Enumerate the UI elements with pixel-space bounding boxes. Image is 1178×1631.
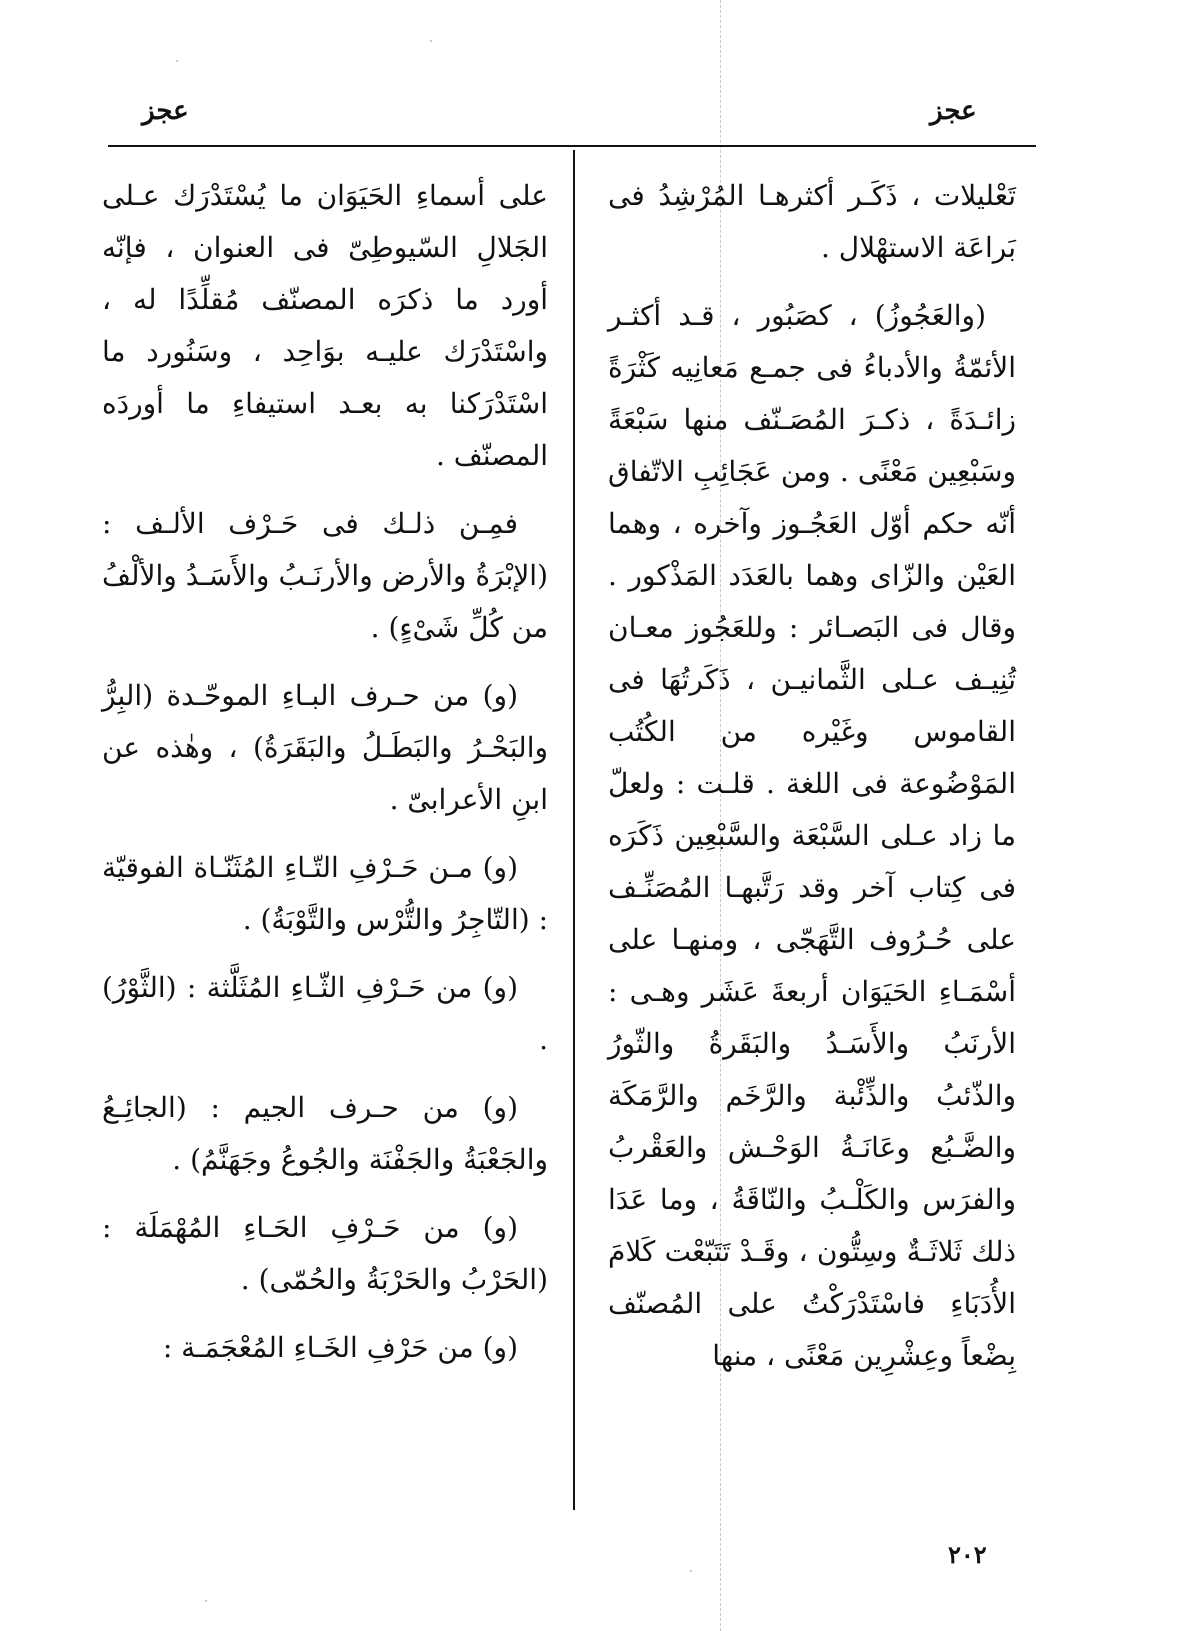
page-number: ٢٠٢ <box>948 1540 987 1569</box>
scan-speck <box>176 60 178 62</box>
scan-speck <box>690 1570 692 1572</box>
column-divider <box>573 150 575 1510</box>
left-column-text <box>102 170 548 1390</box>
scan-speck <box>430 40 432 42</box>
paragraph: على أسماءِ الحَيَوَان ما يُسْتَدْرَك عـلى الجَلالِ السّيوطِىّ فى العنوان ، فإنّه أورد ما ذكرَه المصنّف مُقلِّدًا له ، واسْتَدْرَك عليـه بوَاحِد ، وسَنُورد ما اسْتَدْرَكنا به بعـد استيفاءِ ما أوردَه المصنّف . <box>102 179 548 472</box>
paragraph: (والعَجُوزُ) ، كصَبُور ، قـد أكثـر الأئمّةُ والأدباءُ فى جمـع مَعانِيه كَثْرَةً زائـدَةً ، ذكـرَ المُصَـنّف منها سَبْعَةً وسَبْعِين مَعْنًى . ومن عَجَائِبِ الاتّفاق أنّه حكم أوّل العَجُـوز وآخره ، وهما العَيْن والزّاى وهما بالعَدَد المَذْكور . وقال فى البَصـائر : وللعَجُوز معـان تُنِيـف عـلى الثَّمانيـن ، ذَكَرتُهَا فى القاموس وغَيْره من الكُتُب المَوْضُوعة فى اللغة . قلـت : ولعلّ ما زاد عـلى السَّبْعَة والسَّبْعِين ذَكَرَه فى كِتاب آخر وقد رَتَّبهـا المُصَنِّـف على حُـرُوف التَّهَجّى ، ومنهـا على أسْمَـاءِ الحَيَوَان أربعةَ عَشَر وهـى : الأرنَبُ والأَسَـدُ والبَقَرةُ والثّورُ والذّئبُ والذِّئْبة والرَّخَم والرَّمَكَة والضَّـبُع وعَانَـةُ الوَحْـش والعَقْربُ والفرَس والكَلْـبُ والنّاقَةُ ، وما عَدَا ذلك ثَلاثَـةٌ وسِتُّون ، وقَـدْ تَتَبّعْت كَلامَ الأُدَبَاءِ فاسْتَدْرَكْتُ على المُصنّف بِضْعاً وعِشْرِين مَعْنًى ، منها <box>608 299 1016 1372</box>
scan-speck <box>205 1600 207 1602</box>
paragraph: (و) من حَـرْفِ الحَـاءِ المُهْمَلَة : (الحَرْبُ والحَرْبَةُ والحُمّى) . <box>102 1211 548 1296</box>
paragraph: (و) من حـرف الجيم : (الجائِـعُ والجَعْبَةُ والجَفْنَة والجُوعُ وجَهَنَّمُ) . <box>102 1091 548 1176</box>
header-rule <box>108 145 1036 147</box>
paragraph: (و) من حـرف البـاءِ الموحّـدة (البِرُّ والبَحْـرُ والبَطَـلُ والبَقَرَةُ) ، وهٰذه عن ابنِ الأعرابىّ . <box>102 679 548 816</box>
paragraph: تَعْليلات ، ذَكَـر أكثرهـا المُرْشِدُ فى بَراعَة الاستهْلال . <box>608 179 1016 264</box>
running-header-right: عجز <box>930 96 977 126</box>
paragraph: (و) من حَرْفِ الخَـاءِ المُعْجَمَـة : <box>162 1331 518 1364</box>
running-header-left: عجز <box>142 96 189 126</box>
paragraph: (و) مـن حَـرْفِ التّـاءِ المُثَنّـاة الفوقيّة : (التّاجِرُ والتُّرْس والتَّوْبَةُ) . <box>102 851 548 936</box>
paragraph: (و) من حَـرْفِ الثّـاءِ المُثَلَّثة : (الثَّوْرُ) . <box>102 971 548 1056</box>
paragraph: فمِـن ذلـك فى حَـرْف الألـف : (الإبْرَةُ والأرض والأرنَـبُ والأَسَـدُ والألْفُ من كُلِّ شَىْءٍ) . <box>102 507 548 644</box>
right-column-text <box>608 170 1016 1398</box>
